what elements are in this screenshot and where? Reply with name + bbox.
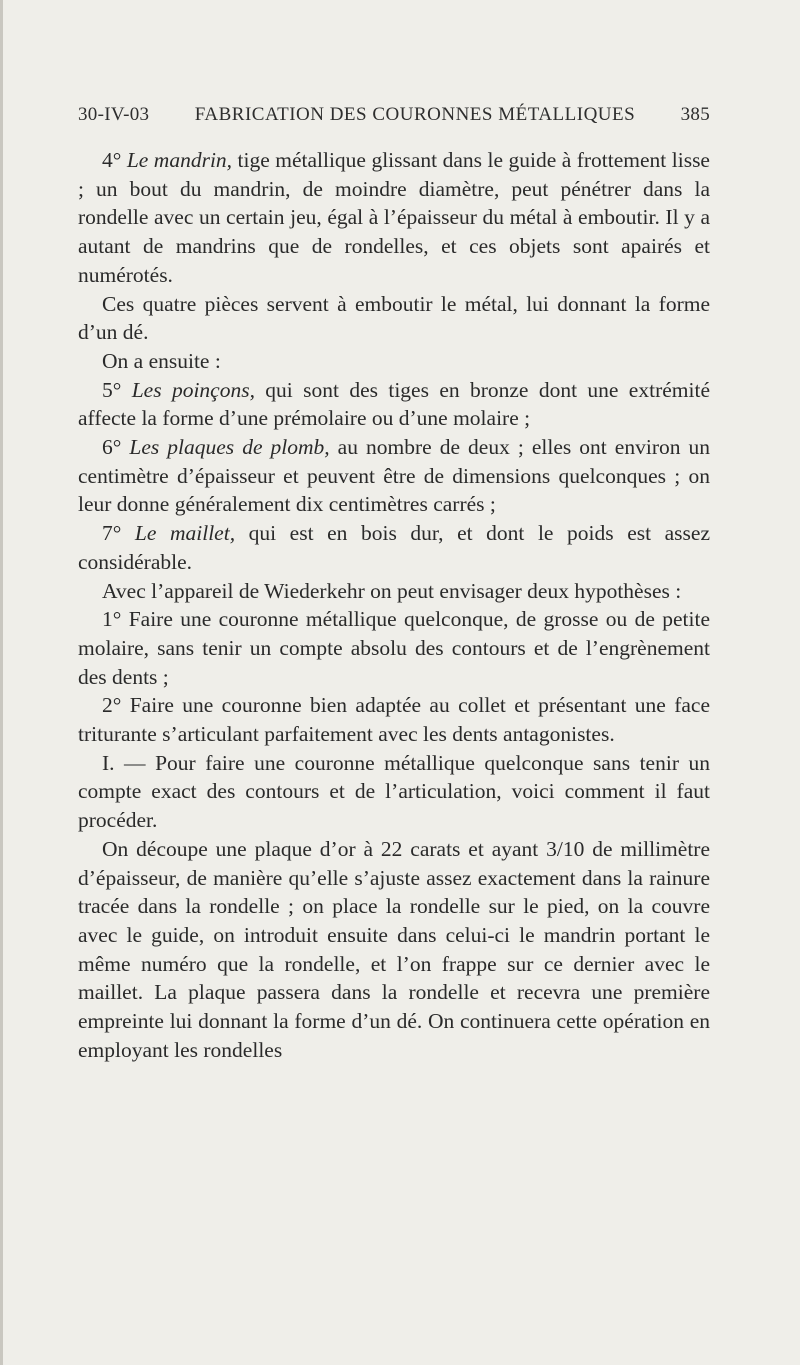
paragraph: Ces quatre pièces servent à emboutir le métal, lui donnant la forme d’un dé.	[78, 291, 710, 345]
body-text	[78, 146, 710, 1065]
paragraph: On a ensuite :	[102, 348, 221, 373]
paragraph: 6° Les plaques de plomb, au nombre de deux ; elles ont environ un centimètre d’épaisseur et peuvent être de dimensions quelconques ; on leur donne généralement dix centimètres carrés ;	[78, 435, 711, 517]
paragraph: I. — Pour faire une couronne métallique quelconque sans tenir un compte exact des contours et de l’articulation, voici comment il faut procéder.	[78, 750, 710, 833]
paragraph: On découpe une plaque d’or à 22 carats et ayant 3/10 de millimètre d’épaisseur, de manière qu’elle s’ajuste assez exactement dans la rainure tracée dans la rondelle ; on place la rondelle sur le pied, on la couvre avec le guide, on introduit ensuite dans celui-ci le mandrin portant le même numéro que la rondelle, et l’on frappe sur ce dernier avec le maillet. La plaque passera dans la rondelle et recevra une première empreinte lui donnant la forme d’un dé. On continuera cette opération en employant les rondelles	[78, 836, 710, 1062]
header-date: 30-IV-03	[78, 104, 150, 125]
paragraph: 5° Les poinçons, qui sont des tiges en bronze dont une extrémité affecte la forme d’une prémolaire ou d’une molaire ;	[78, 377, 710, 431]
paragraph: 1° Faire une couronne métallique quelconque, de grosse ou de petite molaire, sans tenir un compte absolu des contours et de l’engrènement des dents ;	[78, 607, 710, 689]
page-edge	[0, 0, 3, 1365]
paragraph: 2° Faire une couronne bien adaptée au collet et présentant une face triturante s’articulant parfaitement avec les dents antagonistes.	[78, 693, 710, 747]
paragraph: 4° Le mandrin, tige métallique glissant dans le guide à frottement lisse ; un bout du mandrin, de moindre diamètre, peut pénétrer dans la rondelle avec un certain jeu, égal à l’épaisseur du métal à emboutir. Il y a autant de mandrins que de rondelles, et ces objets sont apairés et numérotés.	[78, 148, 710, 287]
paragraph: 7° Le maillet, qui est en bois dur, et dont le poids est assez considérable.	[78, 521, 710, 574]
header-title: FABRICATION DES COURONNES MÉTALLIQUES	[194, 104, 636, 125]
paragraph: Avec l’appareil de Wiederkehr on peut envisager deux hypothèses :	[102, 578, 682, 603]
running-header	[78, 104, 710, 126]
page-number: 385	[680, 104, 710, 125]
